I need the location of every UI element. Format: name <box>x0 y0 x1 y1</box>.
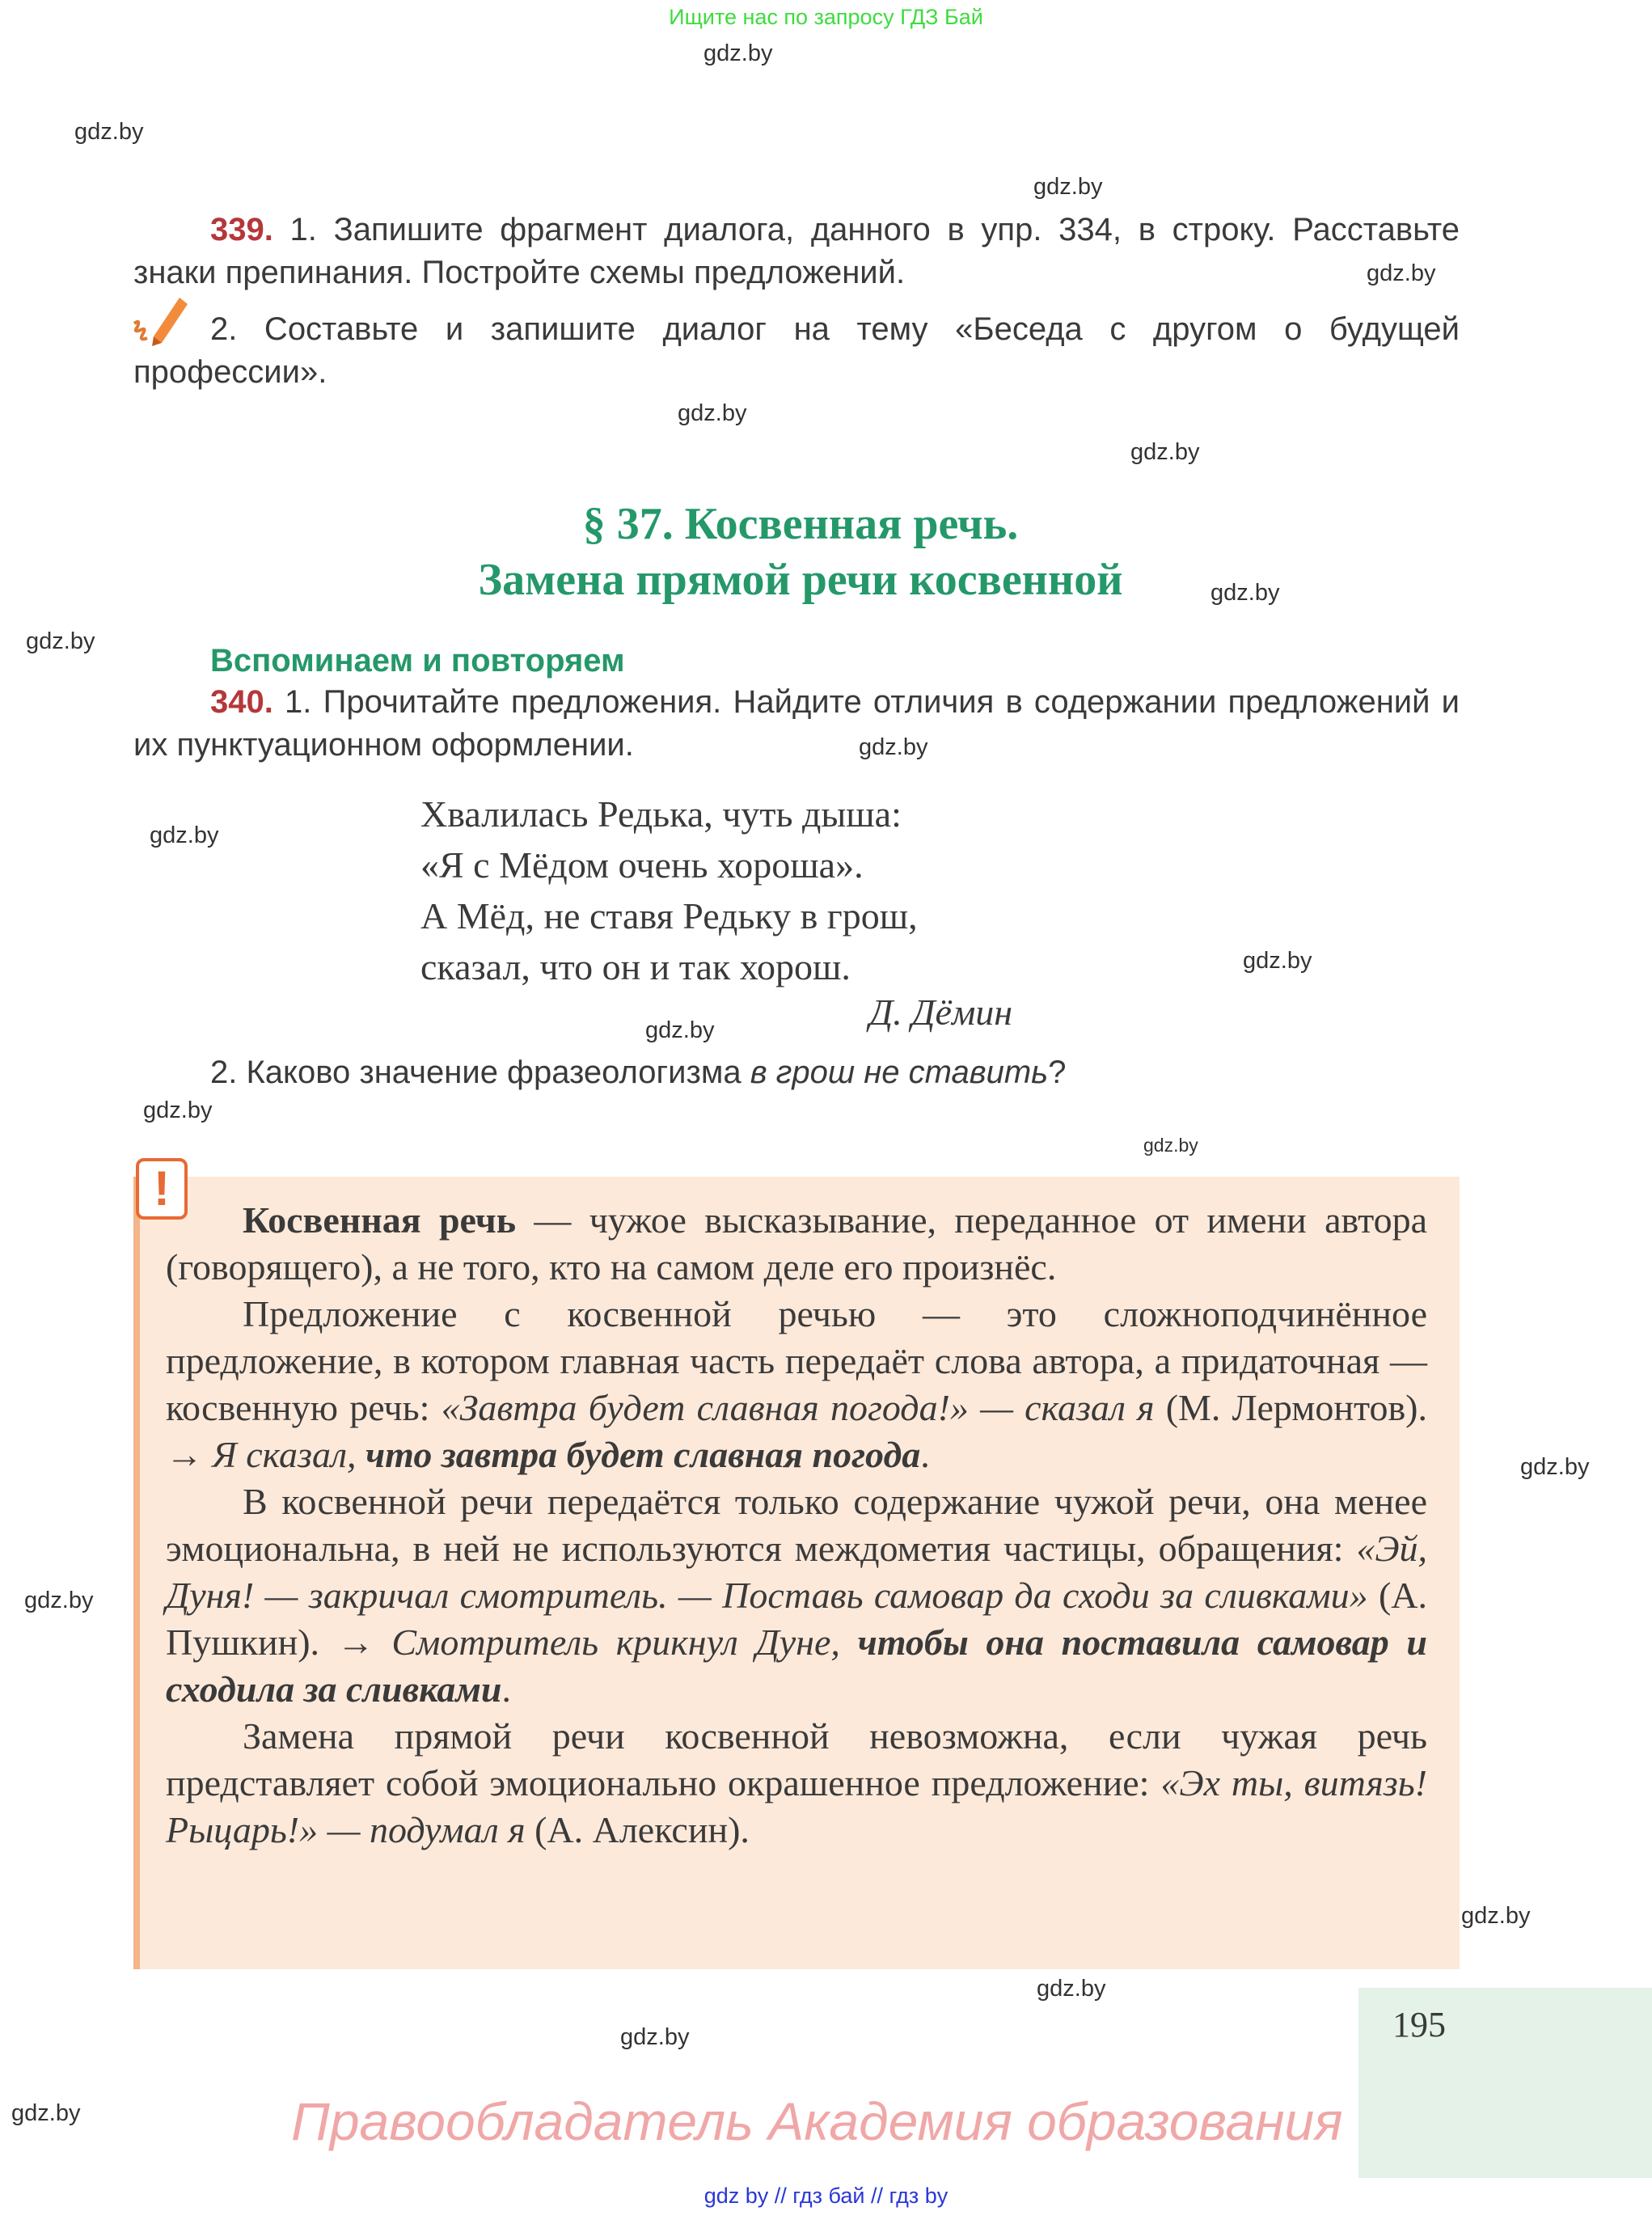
rule-paragraph <box>166 1713 1427 1854</box>
watermark: gdz.by <box>620 2024 690 2050</box>
rule-span: — чужое высказывание, переданное от имени автора (говорящего), а не того, кто на самом деле его произнёс. <box>166 1199 1427 1287</box>
poem-line: А Мёд, не ставя Редьку в грош, <box>420 895 918 937</box>
watermark: gdz.by <box>1143 1135 1198 1156</box>
rule-span: . <box>501 1668 511 1710</box>
rule-span: Замена прямой речи косвенной невозможна, если чужая речь представляет собой эмоционально окрашенное предложение: <box>166 1715 1427 1803</box>
footer-links[interactable]: gdz by // гдз бай // гдз by <box>703 2184 949 2208</box>
rule-paragraph <box>166 1478 1427 1713</box>
watermark: gdz.by <box>1037 1976 1106 2002</box>
exercise-339-task2: 2. Составьте и запишите диалог на тему «Беседа с другом о будущей профессии». <box>133 311 1460 390</box>
rule-span: В косвенной речи передаётся только содержание чужой речи, она менее эмоциональна, в ней не используются междометия частицы, обращения: <box>166 1481 1427 1569</box>
rule-example-bold: что завтра будет славная погода <box>365 1434 921 1475</box>
rule-paragraph <box>166 1197 1427 1291</box>
watermark: gdz.by <box>1461 1903 1531 1929</box>
exercise-340-task1 <box>133 681 1460 767</box>
page-number: 195 <box>1392 2005 1446 2044</box>
subheading: Вспоминаем и повторяем <box>210 643 625 679</box>
top-banner[interactable]: Ищите нас по запросу ГДЗ Бай <box>669 5 983 29</box>
rule-example: «Завтра будет славная погода!» — сказал я <box>441 1387 1155 1428</box>
rule-span: (А. Алексин). <box>525 1809 750 1850</box>
watermark: gdz.by <box>24 1588 94 1613</box>
rule-example: Я сказал, <box>212 1434 366 1475</box>
rule-example-bold: чтобы она поставила самовар и сходила за сливками <box>166 1621 1427 1710</box>
rule-text <box>166 1197 1427 1854</box>
poem-author: Д. Дёмин <box>869 991 1013 1033</box>
exercise-number: 340. <box>210 684 273 720</box>
rule-example: «Эй, Дуня! — закричал смотритель. — Поставь самовар да сходи за сливками» <box>166 1528 1427 1616</box>
task-text: 2. Каково значение фразеологизма <box>210 1055 750 1090</box>
phrase: в грош не ставить <box>750 1055 1049 1090</box>
rule-span: Предложение с косвенной речью — это сложноподчинённое предложение, в котором главная часть передаёт слова автора, а придаточная — косвенную речь: <box>166 1293 1427 1428</box>
poem <box>420 789 918 992</box>
watermark: gdz.by <box>150 822 219 848</box>
rule-example: «Эх ты, витязь! Рыцарь!» — подумал я <box>166 1762 1427 1850</box>
section-title: § 37. Косвенная речь. <box>582 499 1019 549</box>
rule-span: (А. Пушкин). → <box>166 1575 1427 1663</box>
exercise-text: 1. Запишите фрагмент диалога, данного в упр. 334, в строку. Расставьте знаки препинания. Постройте схемы предложений. <box>133 212 1460 290</box>
watermark: gdz.by <box>1130 439 1200 465</box>
exercise-text: 1. Прочитайте предложения. Найдите отличия в содержании предложений и их пунктуационном оформлении. <box>133 684 1460 763</box>
watermark: gdz.by <box>1367 260 1436 286</box>
poem-line: сказал, что он и так хорош. <box>420 946 851 987</box>
exclamation-icon: ! <box>136 1158 188 1220</box>
rule-term: Косвенная речь <box>243 1199 517 1241</box>
exercise-340-task2 <box>210 1051 1460 1094</box>
watermark: gdz.by <box>678 400 747 426</box>
rule-span: (М. Лермонтов). → <box>166 1387 1427 1475</box>
watermark: gdz.by <box>1210 580 1280 606</box>
exercise-339-task1 <box>133 209 1460 294</box>
poem-line: «Я с Мёдом очень хороша». <box>420 844 864 886</box>
watermark: gdz.by <box>645 1017 715 1043</box>
watermark: gdz.by <box>74 119 144 145</box>
exercise-number: 339. <box>210 212 273 247</box>
rule-example: Смотритель крикнул Дуне, <box>391 1621 858 1663</box>
watermark: gdz.by <box>703 40 773 66</box>
rule-span: . <box>920 1434 930 1475</box>
watermark: gdz.by <box>859 734 928 760</box>
watermark: gdz.by <box>143 1097 213 1123</box>
watermark: gdz.by <box>11 2100 81 2126</box>
watermark: gdz.by <box>1243 948 1312 974</box>
copyright-notice: Правообладатель Академия образования <box>291 2091 1343 2151</box>
watermark: gdz.by <box>1033 174 1103 200</box>
watermark: gdz.by <box>1520 1454 1590 1480</box>
task-text: ? <box>1048 1055 1067 1090</box>
poem-line: Хвалилась Редька, чуть дыша: <box>420 793 902 835</box>
watermark: gdz.by <box>26 628 95 654</box>
section-subtitle: Замена прямой речи косвенной <box>478 555 1123 605</box>
rule-paragraph <box>166 1291 1427 1478</box>
